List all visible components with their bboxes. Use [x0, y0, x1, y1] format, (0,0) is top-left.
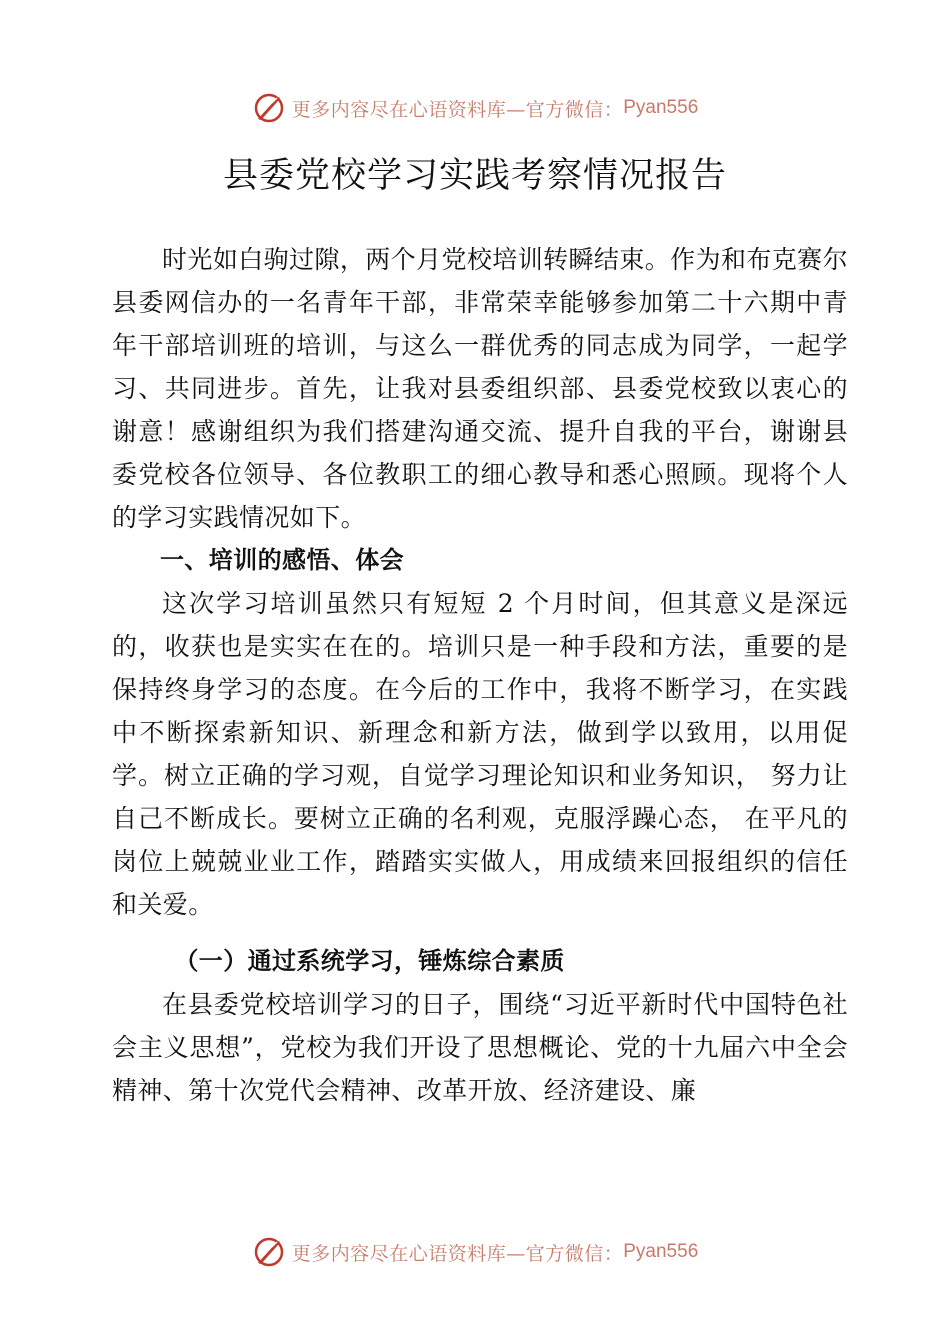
footer-banner-text: 更多内容尽在心语资料库—官方微信：: [291, 1242, 624, 1265]
footer-banner: [0, 1232, 950, 1272]
document-body: [112, 238, 848, 1112]
paragraph-reflection: 这次学习培训虽然只有短短 2 个月时间，但其意义是深远的，收获也是实实在在的。培训只是一种手段和方法，重要的是保持终身学习的态度。在今后的工作中，我将不断学习，在实践中不断探索新知识、新理念和新方法，做到学以致用，以用促学。树立正确的学习观，自觉学习理论知识和业务知识， 努力让自己不断成长。要树立正确的名利观，克服浮躁心态， 在平凡的岗位上兢兢业业工作，踏踏实实做人，用成绩来回报组织的信任和关爱。: [112, 589, 848, 919]
quill-pen-logo-icon: [252, 1235, 286, 1269]
paragraph-intro: 时光如白驹过隙，两个月党校培训转瞬结束。作为和布克赛尔县委网信办的一名青年干部，非常荣幸能够参加第二十六期中青年干部培训班的培训，与这么一群优秀的同志成为同学，一起学习、共同进步。首先，让我对县委组织部、县委党校致以衷心的谢意！感谢组织为我们搭建沟通交流、提升自我的平台，谢谢县委党校各位领导、各位教职工的细心教导和悉心照顾。现将个人的学习实践情况如下。: [112, 245, 848, 532]
paragraph-study: 在县委党校培训学习的日子，围绕“习近平新时代中国特色社会主义思想”，党校为我们开设了思想概论、党的十九届六中全会精神、第十次党代会精神、改革开放、经济建设、廉: [112, 990, 848, 1105]
quill-pen-logo-icon: [252, 91, 286, 125]
subsection-heading-1: （一）通过系统学习，锤炼综合素质: [174, 947, 565, 975]
header-banner-account: Pyan556: [623, 97, 699, 118]
header-banner-text: 更多内容尽在心语资料库—官方微信：: [291, 98, 624, 121]
page-title: 县委党校学习实践考察情况报告: [222, 156, 727, 196]
header-banner: [0, 88, 950, 128]
section-heading-1: 一、培训的感悟、体会: [160, 546, 404, 574]
footer-banner-account: Pyan556: [623, 1241, 699, 1262]
